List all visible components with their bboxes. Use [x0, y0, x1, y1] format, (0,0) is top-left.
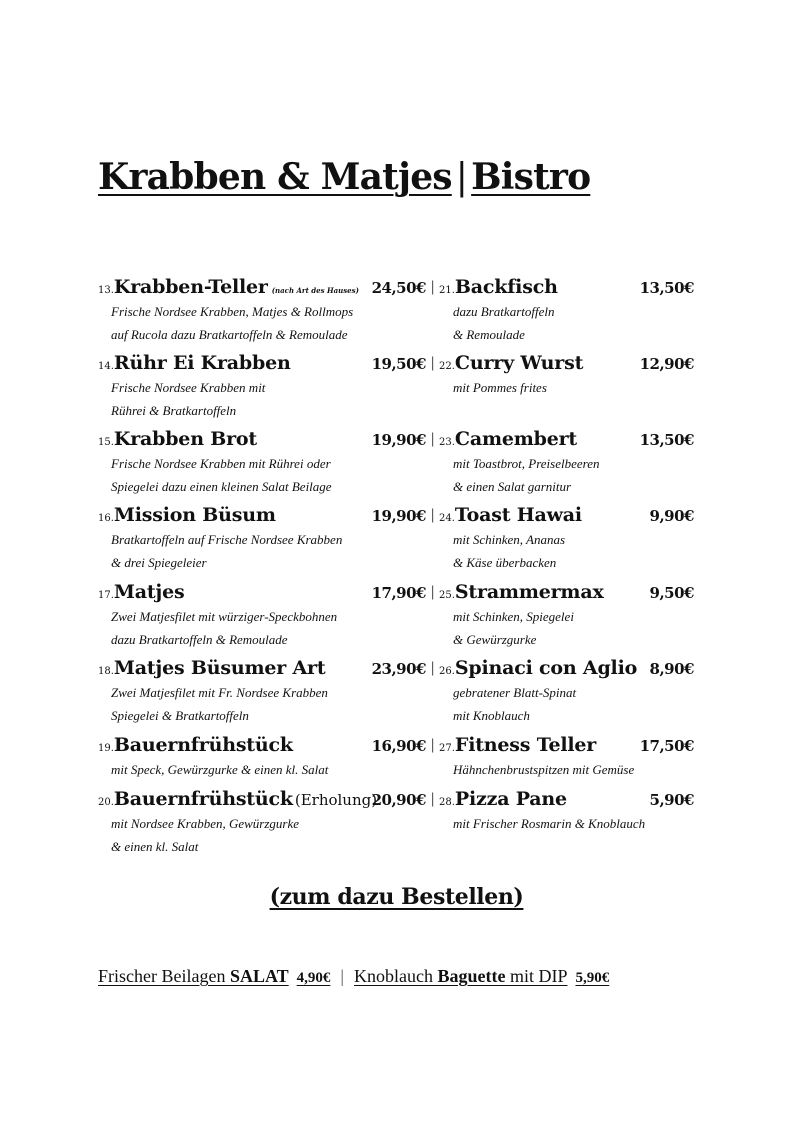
item-description: & Käse überbacken	[453, 555, 557, 570]
item-price: 13,50€	[639, 279, 694, 297]
item-name: Fitness Teller	[454, 734, 597, 756]
item-price: 16,90€	[371, 737, 426, 755]
item-name: Backfisch	[454, 276, 558, 298]
item-description: mit Schinken, Spiegelei	[453, 609, 574, 624]
item-number: 15.	[98, 437, 114, 448]
item-name: Matjes	[113, 581, 185, 603]
item-description: auf Rucola dazu Bratkartoffeln & Remoulade	[111, 327, 348, 342]
menu-item	[98, 581, 435, 651]
column-divider: |	[430, 791, 435, 807]
baguette-name: Baguette	[437, 966, 506, 986]
baguette-price: 5,90€	[575, 970, 610, 986]
menu-item	[98, 788, 435, 858]
item-name: Rühr Ei Krabben	[113, 352, 291, 374]
item-description: Bratkartoffeln auf Frische Nordsee Krabben	[111, 532, 343, 547]
item-name: Spinaci con Aglio	[454, 657, 638, 679]
menu-item-header	[439, 428, 694, 452]
item-number: 28.	[439, 797, 455, 808]
item-description: Frische Nordsee Krabben mit	[111, 380, 266, 395]
title-bistro: Bistro	[471, 156, 591, 198]
item-number: 24.	[439, 513, 455, 524]
item-description: mit Toastbrot, Preiselbeeren	[453, 456, 600, 471]
menu-item-header	[98, 352, 435, 376]
menu-item	[98, 352, 435, 422]
item-number: 13.	[98, 285, 114, 296]
side-orders-heading: (zum dazu Bestellen)	[269, 884, 524, 910]
item-description: & Gewürzgurke	[453, 632, 537, 647]
item-description: Spiegelei dazu einen kleinen Salat Beilage	[111, 479, 332, 494]
item-description: & einen kl. Salat	[111, 839, 199, 854]
item-description: & Remoulade	[453, 327, 525, 342]
item-description: mit Schinken, Ananas	[453, 532, 566, 547]
item-description: mit Nordsee Krabben, Gewürzgurke	[111, 816, 300, 831]
baguette-prefix: Knoblauch	[354, 966, 433, 986]
item-description: dazu Bratkartoffeln & Remoulade	[111, 632, 288, 647]
menu-item	[439, 276, 694, 346]
item-name: Bauernfrühstück	[113, 734, 293, 756]
item-number: 26.	[439, 666, 455, 677]
item-price: 20,90€	[371, 791, 426, 809]
menu-item	[98, 276, 435, 346]
menu-item	[439, 581, 694, 651]
salat-name: SALAT	[229, 966, 289, 986]
item-description: Hähnchenbrustspitzen mit Gemüse	[453, 762, 635, 777]
item-price: 19,90€	[371, 507, 426, 525]
column-divider: |	[430, 737, 435, 753]
menu-item	[98, 504, 435, 574]
menu-item	[98, 657, 435, 727]
menu-item-header	[439, 504, 694, 528]
item-extra: (Erholung)	[294, 791, 378, 809]
item-name: Bauernfrühstück	[113, 788, 293, 810]
column-divider: |	[430, 431, 435, 447]
menu-item-header	[98, 788, 435, 812]
column-divider: |	[430, 507, 435, 523]
item-description: & drei Spiegeleier	[111, 555, 207, 570]
salat-price: 4,90€	[296, 970, 331, 986]
item-number: 20.	[98, 797, 114, 808]
item-number: 18.	[98, 666, 114, 677]
menu-item-header	[98, 428, 435, 452]
menu-item	[439, 657, 694, 727]
item-number: 22.	[439, 361, 455, 372]
footer-separator: |	[340, 966, 345, 986]
menu-item	[439, 352, 694, 399]
item-name: Strammermax	[454, 581, 604, 603]
item-price: 17,50€	[639, 737, 694, 755]
item-name: Pizza Pane	[454, 788, 567, 810]
item-description: mit Frischer Rosmarin & Knoblauch	[453, 816, 646, 831]
title-krabben-matjes: Krabben & Matjes	[98, 156, 452, 198]
item-price: 17,90€	[371, 584, 426, 602]
item-description: Zwei Matjesfilet mit Fr. Nordsee Krabben	[111, 685, 328, 700]
item-description: Zwei Matjesfilet mit würziger-Speckbohnen	[111, 609, 338, 624]
item-description: gebratener Blatt-Spinat	[453, 685, 577, 700]
menu-item	[439, 428, 694, 498]
column-divider: |	[430, 279, 435, 295]
item-description: & einen Salat garnitur	[453, 479, 572, 494]
item-description: Spiegelei & Bratkartoffeln	[111, 708, 249, 723]
side-orders-line	[98, 966, 609, 987]
item-description: Rührei & Bratkartoffeln	[111, 403, 237, 418]
item-price: 8,90€	[649, 660, 694, 678]
item-note: (nach Art des Hauses)	[271, 286, 359, 295]
menu-item-header	[98, 276, 435, 300]
menu-item-header	[98, 734, 435, 758]
menu-item-header	[98, 657, 435, 681]
menu-item-header	[98, 504, 435, 528]
menu-item-header	[439, 581, 694, 605]
menu-item	[439, 504, 694, 574]
menu-item-header	[439, 352, 694, 376]
item-number: 17.	[98, 590, 114, 601]
menu-item-header	[439, 657, 694, 681]
menu-item	[98, 428, 435, 498]
item-description: mit Knoblauch	[453, 708, 530, 723]
item-price: 9,90€	[649, 507, 694, 525]
title-separator: |	[455, 157, 468, 198]
item-number: 27.	[439, 743, 455, 754]
item-description: Frische Nordsee Krabben, Matjes & Rollmops	[111, 304, 354, 319]
item-price: 13,50€	[639, 431, 694, 449]
item-name: Camembert	[454, 428, 577, 450]
item-number: 23.	[439, 437, 455, 448]
column-divider: |	[430, 355, 435, 371]
item-name: Matjes Büsumer Art	[113, 657, 326, 679]
item-number: 21.	[439, 285, 455, 296]
menu-item-header	[439, 788, 694, 812]
item-description: Frische Nordsee Krabben mit Rührei oder	[111, 456, 331, 471]
item-name: Krabben Brot	[113, 428, 257, 450]
item-description: mit Speck, Gewürzgurke & einen kl. Salat	[111, 762, 329, 777]
item-number: 14.	[98, 361, 114, 372]
item-description: dazu Bratkartoffeln	[453, 304, 555, 319]
menu-item-header	[98, 581, 435, 605]
item-description: mit Pommes frites	[453, 380, 547, 395]
column-divider: |	[430, 660, 435, 676]
menu-item	[439, 788, 694, 835]
item-number: 25.	[439, 590, 455, 601]
item-price: 12,90€	[639, 355, 694, 373]
column-divider: |	[430, 584, 435, 600]
salat-prefix: Frischer Beilagen	[98, 966, 226, 986]
item-name: Krabben-Teller	[113, 276, 268, 298]
item-number: 19.	[98, 743, 114, 754]
item-name: Mission Büsum	[113, 504, 276, 526]
menu-item	[439, 734, 694, 781]
item-price: 5,90€	[649, 791, 694, 809]
item-price: 23,90€	[371, 660, 426, 678]
menu-item	[98, 734, 435, 781]
menu-item-header	[439, 734, 694, 758]
item-name: Toast Hawai	[454, 504, 582, 526]
item-price: 24,50€	[371, 279, 426, 297]
item-price: 19,50€	[371, 355, 426, 373]
baguette-suffix: mit DIP	[509, 966, 568, 986]
menu-item-header	[439, 276, 694, 300]
item-name: Curry Wurst	[454, 352, 584, 374]
item-price: 19,90€	[371, 431, 426, 449]
item-price: 9,50€	[649, 584, 694, 602]
menu-title	[98, 156, 590, 198]
item-number: 16.	[98, 513, 114, 524]
